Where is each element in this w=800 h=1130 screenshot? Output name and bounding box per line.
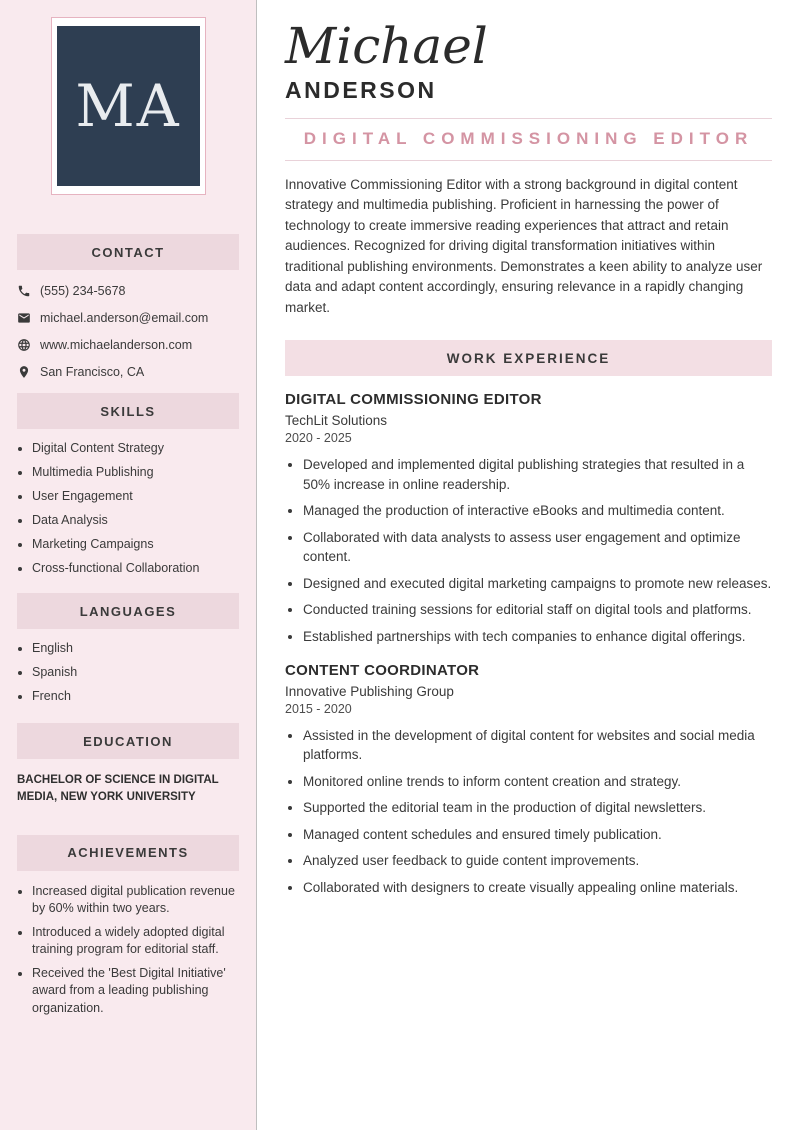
website-url[interactable]: www.michaelanderson.com	[40, 338, 193, 352]
achievement-item: • Received the 'Best Digital Initiative' award from a leading publishing organization.	[32, 965, 239, 1018]
avatar-initials: MA	[57, 26, 200, 186]
job-dates: 2020 - 2025	[285, 431, 352, 446]
job-bullet: • Collaborated with designers to create visually appealing online materials.	[303, 878, 772, 898]
job-bullet: • Analyzed user feedback to guide content improvements.	[303, 851, 772, 871]
last-name: ANDERSON	[285, 76, 437, 103]
skill-item: • Multimedia Publishing	[32, 465, 239, 480]
job-bullet: • Collaborated with data analysts to assess user engagement and optimize content.	[303, 528, 772, 567]
skill-item: • Data Analysis	[32, 513, 239, 528]
location-pin-icon	[17, 365, 31, 379]
job-bullet: • Conducted training sessions for editorial staff on digital tools and platforms.	[303, 600, 772, 620]
job-company: Innovative Publishing Group	[285, 683, 454, 699]
sidebar	[0, 0, 256, 1130]
education-section-header: EDUCATION	[17, 723, 239, 759]
skill-item: • User Engagement	[32, 489, 239, 504]
language-item: • English	[32, 641, 239, 656]
job-role: CONTENT COORDINATOR	[285, 661, 480, 679]
location-text: San Francisco, CA	[40, 365, 145, 379]
job-bullet: • Supported the editorial team in the production of digital newsletters.	[303, 798, 772, 818]
work-experience-header: WORK EXPERIENCE	[285, 340, 772, 376]
skills-list	[0, 429, 256, 576]
job-bullet-list	[303, 726, 772, 898]
language-item: • Spanish	[32, 665, 239, 680]
title-divider-bottom	[285, 160, 772, 161]
contact-section-header: CONTACT	[17, 234, 239, 270]
education-degree: BACHELOR OF SCIENCE IN DIGITAL MEDIA, NEW YORK UNIVERSITY	[17, 774, 219, 804]
summary-paragraph: Innovative Commissioning Editor with a strong background in digital content strategy and multimedia publishing. Proficient in harnessing the power of technology to create immersive reading experiences that attract and retain audiences. Recognized for driving digital transformation initiatives within traditional publishing environments. Demonstrates a keen ability to analyze user data and adapt content accordingly, ensuring relevance in a rapidly changing market.	[285, 176, 763, 315]
job-bullet: • Managed content schedules and ensured timely publication.	[303, 825, 772, 845]
languages-list	[0, 629, 256, 704]
job-bullet: • Established partnerships with tech companies to enhance digital offerings.	[303, 627, 772, 647]
job-bullet: • Designed and executed digital marketing campaigns to promote new releases.	[303, 574, 772, 594]
skill-item: • Digital Content Strategy	[32, 441, 239, 456]
email-icon	[17, 311, 31, 325]
first-name: Michael	[285, 17, 488, 75]
page-title-job: DIGITAL COMMISSIONING EDITOR	[303, 128, 754, 148]
job-entry	[285, 662, 772, 898]
email-address[interactable]: michael.anderson@email.com	[40, 311, 209, 325]
job-entry	[285, 391, 772, 647]
job-bullet: • Monitored online trends to inform content creation and strategy.	[303, 772, 772, 792]
contact-item-email	[17, 311, 239, 325]
achievements-section-header: ACHIEVEMENTS	[17, 835, 239, 871]
job-bullet: • Assisted in the development of digital content for websites and social media platforms.	[303, 726, 772, 765]
phone-number: (555) 234-5678	[40, 284, 126, 298]
job-company: TechLit Solutions	[285, 413, 388, 429]
job-bullet: • Managed the production of interactive eBooks and multimedia content.	[303, 501, 772, 521]
job-role: DIGITAL COMMISSIONING EDITOR	[285, 391, 542, 409]
languages-section-header: LANGUAGES	[17, 593, 239, 629]
contact-item-phone	[17, 284, 239, 298]
language-item: • French	[32, 689, 239, 704]
phone-icon	[17, 284, 31, 298]
skills-section-header: SKILLS	[17, 393, 239, 429]
contact-item-website	[17, 338, 239, 352]
globe-icon	[17, 338, 31, 352]
achievement-item: • Introduced a widely adopted digital training program for editorial staff.	[32, 924, 239, 959]
achievements-list	[0, 871, 256, 1018]
skill-item: • Marketing Campaigns	[32, 537, 239, 552]
contact-list	[0, 270, 256, 379]
main-content	[257, 0, 800, 1130]
achievement-item: • Increased digital publication revenue by 60% within two years.	[32, 883, 239, 918]
job-bullet: • Developed and implemented digital publishing strategies that resulted in a 50% increase in online readership.	[303, 455, 772, 494]
contact-item-location	[17, 365, 239, 379]
skill-item: • Cross-functional Collaboration	[32, 561, 239, 576]
avatar	[51, 17, 206, 195]
job-dates: 2015 - 2020	[285, 701, 352, 716]
job-bullet-list	[303, 455, 772, 647]
